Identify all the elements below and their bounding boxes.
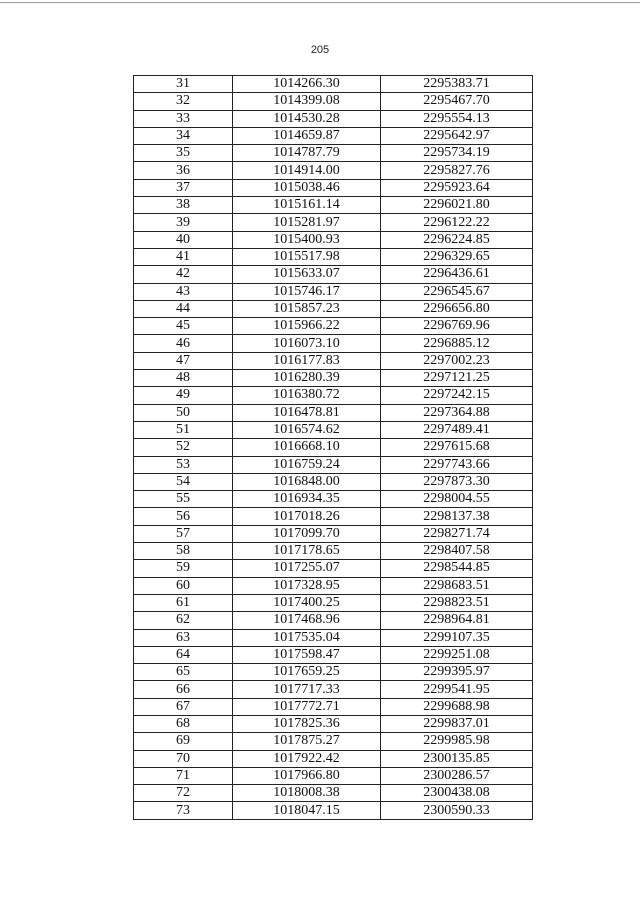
table-row	[134, 543, 533, 560]
x-coordinate-cell: 1017328.95	[233, 577, 381, 594]
x-coordinate-cell: 1014914.00	[233, 162, 381, 179]
y-coordinate-cell: 2296656.80	[381, 300, 533, 317]
table-row	[134, 802, 533, 819]
y-coordinate-cell: 2297615.68	[381, 439, 533, 456]
x-coordinate-cell: 1014787.79	[233, 145, 381, 162]
point-number-cell: 71	[134, 767, 233, 784]
table-row	[134, 162, 533, 179]
point-number-cell: 61	[134, 594, 233, 611]
x-coordinate-cell: 1015746.17	[233, 283, 381, 300]
y-coordinate-cell: 2296329.65	[381, 248, 533, 265]
table-row	[134, 352, 533, 369]
point-number-cell: 67	[134, 698, 233, 715]
point-number-cell: 34	[134, 127, 233, 144]
table-row	[134, 560, 533, 577]
y-coordinate-cell: 2299837.01	[381, 715, 533, 732]
point-number-cell: 63	[134, 629, 233, 646]
point-number-cell: 64	[134, 646, 233, 663]
table-row	[134, 646, 533, 663]
point-number-cell: 59	[134, 560, 233, 577]
y-coordinate-cell: 2299395.97	[381, 664, 533, 681]
x-coordinate-cell: 1017468.96	[233, 612, 381, 629]
table-row	[134, 93, 533, 110]
y-coordinate-cell: 2298683.51	[381, 577, 533, 594]
y-coordinate-cell: 2299688.98	[381, 698, 533, 715]
y-coordinate-cell: 2295642.97	[381, 127, 533, 144]
x-coordinate-cell: 1018047.15	[233, 802, 381, 819]
x-coordinate-cell: 1015400.93	[233, 231, 381, 248]
x-coordinate-cell: 1018008.38	[233, 785, 381, 802]
x-coordinate-cell: 1017178.65	[233, 543, 381, 560]
point-number-cell: 68	[134, 715, 233, 732]
y-coordinate-cell: 2298004.55	[381, 491, 533, 508]
y-coordinate-cell: 2299541.95	[381, 681, 533, 698]
y-coordinate-cell: 2298823.51	[381, 594, 533, 611]
x-coordinate-cell: 1014266.30	[233, 76, 381, 93]
y-coordinate-cell: 2297242.15	[381, 387, 533, 404]
x-coordinate-cell: 1017875.27	[233, 733, 381, 750]
point-number-cell: 46	[134, 335, 233, 352]
x-coordinate-cell: 1015966.22	[233, 318, 381, 335]
x-coordinate-cell: 1017717.33	[233, 681, 381, 698]
point-number-cell: 48	[134, 370, 233, 387]
y-coordinate-cell: 2297121.25	[381, 370, 533, 387]
x-coordinate-cell: 1015857.23	[233, 300, 381, 317]
y-coordinate-cell: 2295734.19	[381, 145, 533, 162]
y-coordinate-cell: 2297743.66	[381, 456, 533, 473]
y-coordinate-cell: 2298544.85	[381, 560, 533, 577]
y-coordinate-cell: 2298271.74	[381, 525, 533, 542]
y-coordinate-cell: 2300135.85	[381, 750, 533, 767]
table-row	[134, 612, 533, 629]
table-row	[134, 370, 533, 387]
table-row	[134, 179, 533, 196]
x-coordinate-cell: 1017966.80	[233, 767, 381, 784]
point-number-cell: 62	[134, 612, 233, 629]
x-coordinate-cell: 1016280.39	[233, 370, 381, 387]
x-coordinate-cell: 1017018.26	[233, 508, 381, 525]
y-coordinate-cell: 2298137.38	[381, 508, 533, 525]
point-number-cell: 50	[134, 404, 233, 421]
table-row	[134, 76, 533, 93]
y-coordinate-cell: 2296885.12	[381, 335, 533, 352]
point-number-cell: 36	[134, 162, 233, 179]
point-number-cell: 33	[134, 110, 233, 127]
y-coordinate-cell: 2296545.67	[381, 283, 533, 300]
coordinates-table-body	[134, 76, 533, 820]
y-coordinate-cell: 2296436.61	[381, 266, 533, 283]
point-number-cell: 31	[134, 76, 233, 93]
table-row	[134, 508, 533, 525]
table-row	[134, 750, 533, 767]
table-row	[134, 664, 533, 681]
point-number-cell: 37	[134, 179, 233, 196]
x-coordinate-cell: 1016073.10	[233, 335, 381, 352]
table-row	[134, 404, 533, 421]
y-coordinate-cell: 2298964.81	[381, 612, 533, 629]
point-number-cell: 57	[134, 525, 233, 542]
x-coordinate-cell: 1015038.46	[233, 179, 381, 196]
x-coordinate-cell: 1016574.62	[233, 421, 381, 438]
x-coordinate-cell: 1015281.97	[233, 214, 381, 231]
point-number-cell: 53	[134, 456, 233, 473]
x-coordinate-cell: 1016759.24	[233, 456, 381, 473]
point-number-cell: 58	[134, 543, 233, 560]
top-rule	[0, 2, 640, 3]
x-coordinate-cell: 1016848.00	[233, 473, 381, 490]
y-coordinate-cell: 2295923.64	[381, 179, 533, 196]
x-coordinate-cell: 1017922.42	[233, 750, 381, 767]
table-row	[134, 231, 533, 248]
x-coordinate-cell: 1016478.81	[233, 404, 381, 421]
table-row	[134, 197, 533, 214]
x-coordinate-cell: 1015517.98	[233, 248, 381, 265]
x-coordinate-cell: 1014530.28	[233, 110, 381, 127]
y-coordinate-cell: 2297364.88	[381, 404, 533, 421]
table-row	[134, 629, 533, 646]
x-coordinate-cell: 1016934.35	[233, 491, 381, 508]
y-coordinate-cell: 2298407.58	[381, 543, 533, 560]
point-number-cell: 52	[134, 439, 233, 456]
table-row	[134, 733, 533, 750]
table-row	[134, 456, 533, 473]
point-number-cell: 43	[134, 283, 233, 300]
table-row	[134, 785, 533, 802]
x-coordinate-cell: 1015633.07	[233, 266, 381, 283]
table-row	[134, 594, 533, 611]
y-coordinate-cell: 2299985.98	[381, 733, 533, 750]
x-coordinate-cell: 1017099.70	[233, 525, 381, 542]
point-number-cell: 60	[134, 577, 233, 594]
y-coordinate-cell: 2295383.71	[381, 76, 533, 93]
table-row	[134, 681, 533, 698]
y-coordinate-cell: 2297873.30	[381, 473, 533, 490]
y-coordinate-cell: 2296224.85	[381, 231, 533, 248]
table-row	[134, 318, 533, 335]
y-coordinate-cell: 2296021.80	[381, 197, 533, 214]
table-row	[134, 300, 533, 317]
x-coordinate-cell: 1015161.14	[233, 197, 381, 214]
point-number-cell: 32	[134, 93, 233, 110]
table-row	[134, 283, 533, 300]
y-coordinate-cell: 2297002.23	[381, 352, 533, 369]
point-number-cell: 39	[134, 214, 233, 231]
table-row	[134, 525, 533, 542]
point-number-cell: 42	[134, 266, 233, 283]
x-coordinate-cell: 1016177.83	[233, 352, 381, 369]
table-row	[134, 439, 533, 456]
table-row	[134, 577, 533, 594]
table-row	[134, 387, 533, 404]
point-number-cell: 66	[134, 681, 233, 698]
y-coordinate-cell: 2296769.96	[381, 318, 533, 335]
x-coordinate-cell: 1016380.72	[233, 387, 381, 404]
table-row	[134, 491, 533, 508]
page-number: 205	[310, 44, 330, 56]
x-coordinate-cell: 1017598.47	[233, 646, 381, 663]
point-number-cell: 56	[134, 508, 233, 525]
point-number-cell: 47	[134, 352, 233, 369]
table-row	[134, 421, 533, 438]
point-number-cell: 38	[134, 197, 233, 214]
point-number-cell: 40	[134, 231, 233, 248]
x-coordinate-cell: 1014399.08	[233, 93, 381, 110]
table-row	[134, 767, 533, 784]
point-number-cell: 35	[134, 145, 233, 162]
y-coordinate-cell: 2300590.33	[381, 802, 533, 819]
y-coordinate-cell: 2300438.08	[381, 785, 533, 802]
point-number-cell: 69	[134, 733, 233, 750]
point-number-cell: 55	[134, 491, 233, 508]
table-row	[134, 473, 533, 490]
y-coordinate-cell: 2299251.08	[381, 646, 533, 663]
y-coordinate-cell: 2295554.13	[381, 110, 533, 127]
x-coordinate-cell: 1017535.04	[233, 629, 381, 646]
x-coordinate-cell: 1016668.10	[233, 439, 381, 456]
x-coordinate-cell: 1017400.25	[233, 594, 381, 611]
point-number-cell: 41	[134, 248, 233, 265]
point-number-cell: 44	[134, 300, 233, 317]
point-number-cell: 49	[134, 387, 233, 404]
point-number-cell: 73	[134, 802, 233, 819]
x-coordinate-cell: 1017659.25	[233, 664, 381, 681]
point-number-cell: 70	[134, 750, 233, 767]
table-row	[134, 248, 533, 265]
y-coordinate-cell: 2295467.70	[381, 93, 533, 110]
y-coordinate-cell: 2296122.22	[381, 214, 533, 231]
x-coordinate-cell: 1014659.87	[233, 127, 381, 144]
table-row	[134, 127, 533, 144]
table-row	[134, 214, 533, 231]
y-coordinate-cell: 2297489.41	[381, 421, 533, 438]
point-number-cell: 65	[134, 664, 233, 681]
coordinates-table	[133, 75, 533, 820]
point-number-cell: 51	[134, 421, 233, 438]
point-number-cell: 54	[134, 473, 233, 490]
table-row	[134, 698, 533, 715]
y-coordinate-cell: 2300286.57	[381, 767, 533, 784]
point-number-cell: 72	[134, 785, 233, 802]
y-coordinate-cell: 2295827.76	[381, 162, 533, 179]
x-coordinate-cell: 1017772.71	[233, 698, 381, 715]
x-coordinate-cell: 1017825.36	[233, 715, 381, 732]
point-number-cell: 45	[134, 318, 233, 335]
x-coordinate-cell: 1017255.07	[233, 560, 381, 577]
table-row	[134, 715, 533, 732]
y-coordinate-cell: 2299107.35	[381, 629, 533, 646]
table-row	[134, 110, 533, 127]
table-row	[134, 335, 533, 352]
table-row	[134, 145, 533, 162]
table-row	[134, 266, 533, 283]
